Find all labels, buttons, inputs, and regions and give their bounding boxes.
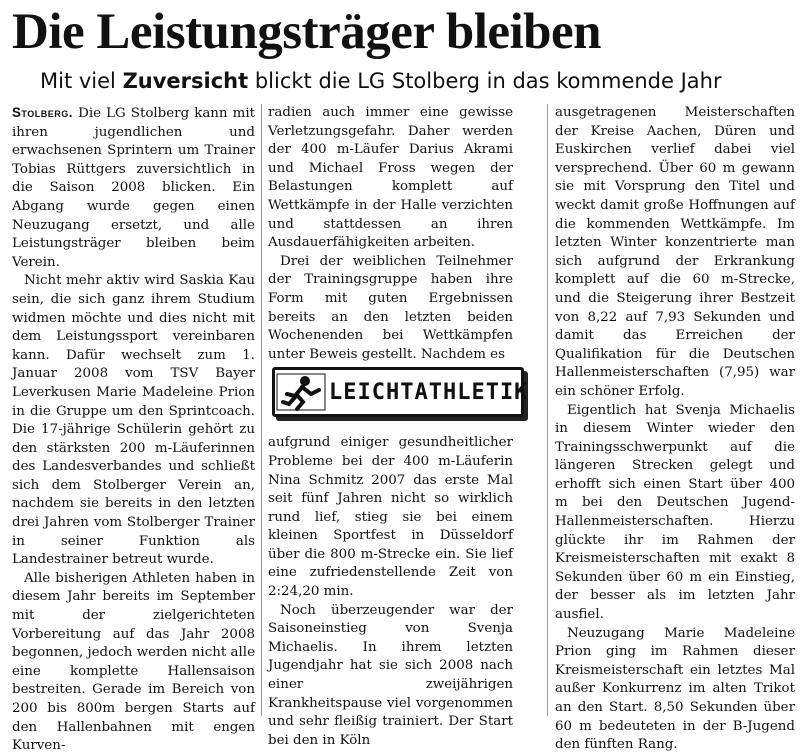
paragraph: aufgrund einiger gesundheitlicher Probleme bei der 400 m-Läuferin Nina Schmitz 2007 das erste Mal seit fünf Jahren nicht so wirklich rund lief, stieg sie bei einem kleinen Sportfest in Düsseldorf über die 800 m-Strecke ein. Sie lief eine zufriedenstellende Zeit von 2:24,20 min.	[268, 435, 513, 600]
section-logo	[272, 367, 529, 417]
paragraph-text: Die LG Stolberg kann mit ihren jugendlichen und erwachsenen Sprintern um Trainer Tobias Rüttgers zuversichtlich in die Saison 2008 blicken. Ein Abgang wurde gegen einen Neuzugang ersetzt, und alle Leistungsträger bleiben beim Verein.	[12, 106, 255, 270]
subhead-post: blickt die LG Stolberg in das kommende Jahr	[248, 69, 722, 93]
subhead-pre: Mit viel	[40, 69, 123, 93]
paragraph: Eigentlich hat Svenja Michaelis in diesem Winter wieder den Trainingsschwerpunkt auf die längeren Strecken gelegt und erhofft sich einen Start über 400 m bei den Deutschen Jugend-Hallenmeisterschaften. Hierzu glückte ihr im Rahmen der Kreismeisterschaften mit exakt 8 Sekunden über 60 m ein Einstieg, der besser als im letzten Jahr ausfiel.	[555, 402, 795, 623]
paragraph: Drei der weiblichen Teilnehmer der Trainingsgruppe haben ihre Form mit guten Ergebnissen bereits an den letzten beiden Wochenenden bei Wettkämpfen unter Beweis gestellt. Nachdem es	[268, 253, 513, 362]
paragraph	[12, 104, 255, 272]
paragraph: ausgetragenen Meisterschaften der Kreise Aachen, Düren und Euskirchen verlief dabei viel versprechend. Über 60 m gewann sie mit Vorsprung den Titel und weckt damit große Hoffnungen auf die kommenden Wettkämpfe. Im letzten Winter konzentrierte man sich aufgrund der Erkrankung komplett auf die 60 m-Strecke, und die Steigerung ihrer Bestzeit von 8,22 auf 7,93 Sekunden und damit das Erreichen der Qualifikation für die Deutschen Hallenmeisterschaften (7,95) war ein schöner Erfolg.	[555, 105, 795, 399]
paragraph: radien auch immer eine gewisse Verletzungsgefahr. Daher werden der 400 m-Läufer Darius Akrami und Michael Fross wegen der Belastungen komplett auf Wettkämpfe in der Halle verzichten und stattdessen an ihren Ausdauerfähigkeiten arbeiten.	[268, 105, 513, 251]
sprinter-icon	[275, 370, 327, 414]
subheadline	[40, 66, 800, 96]
article-column-3	[555, 104, 795, 755]
paragraph: Nicht mehr aktiv wird Saskia Kau sein, die sich ganz ihrem Studium widmen möchte und dies nicht mit dem Leistungssport vereinbaren kann. Dafür wechselt zum 1. Januar 2008 vom TSV Bayer Leverkusen Marie Madeleine Prion in die Gruppe um den Sprintcoach. Die 17-jährige Schülerin gehört zu den stärksten 200 m-Läuferinnen des Landesverbandes und schließt sich dem Stolberger Verein an, nachdem sie bereits in den letzten drei Jahren vom Stolberger Trainer in seiner Funktion als Landestrainer betreut wurde.	[12, 273, 255, 568]
paragraph: Neuzugang Marie Madeleine Prion ging im Rahmen dieser Kreismeisterschaft ein letztes Mal außer Konkurrenz im alten Trikot an den Start. 8,50 Sekunden über 60 m bedeuteten in der B-Jugend den fünften Rang.	[555, 625, 795, 753]
logo-label: LEICHTATHLETIK	[329, 379, 529, 405]
dateline: Stolberg.	[12, 105, 73, 120]
column-divider-1	[261, 104, 262, 716]
headline: Die Leistungsträger bleiben	[12, 4, 602, 60]
subhead-bold: Zuversicht	[122, 69, 249, 93]
paragraph: Noch überzeugender war der Saisoneinstieg von Svenja Michaelis. In ihrem letzten Jugendjahr hat sie sich 2008 nach einer zweijährigen Krankheitspause viel vorgenommen und sehr fleißig trainiert. Der Start bei den in Köln	[268, 602, 513, 748]
column-divider-2	[547, 104, 548, 716]
article-column-2	[268, 104, 513, 750]
paragraph: Alle bisherigen Athleten haben in diesem Jahr bereits im September mit der zielgerichteten Vorbereitung auf das Jahr 2008 begonnen, jedoch werden nicht alle eine komplette Hallensaison bestreiten. Gerade im Bereich von 200 bis 800m bergen Starts auf den Hallenbahnen mit engen Kurven-	[12, 570, 255, 754]
article-column-1	[12, 104, 255, 756]
